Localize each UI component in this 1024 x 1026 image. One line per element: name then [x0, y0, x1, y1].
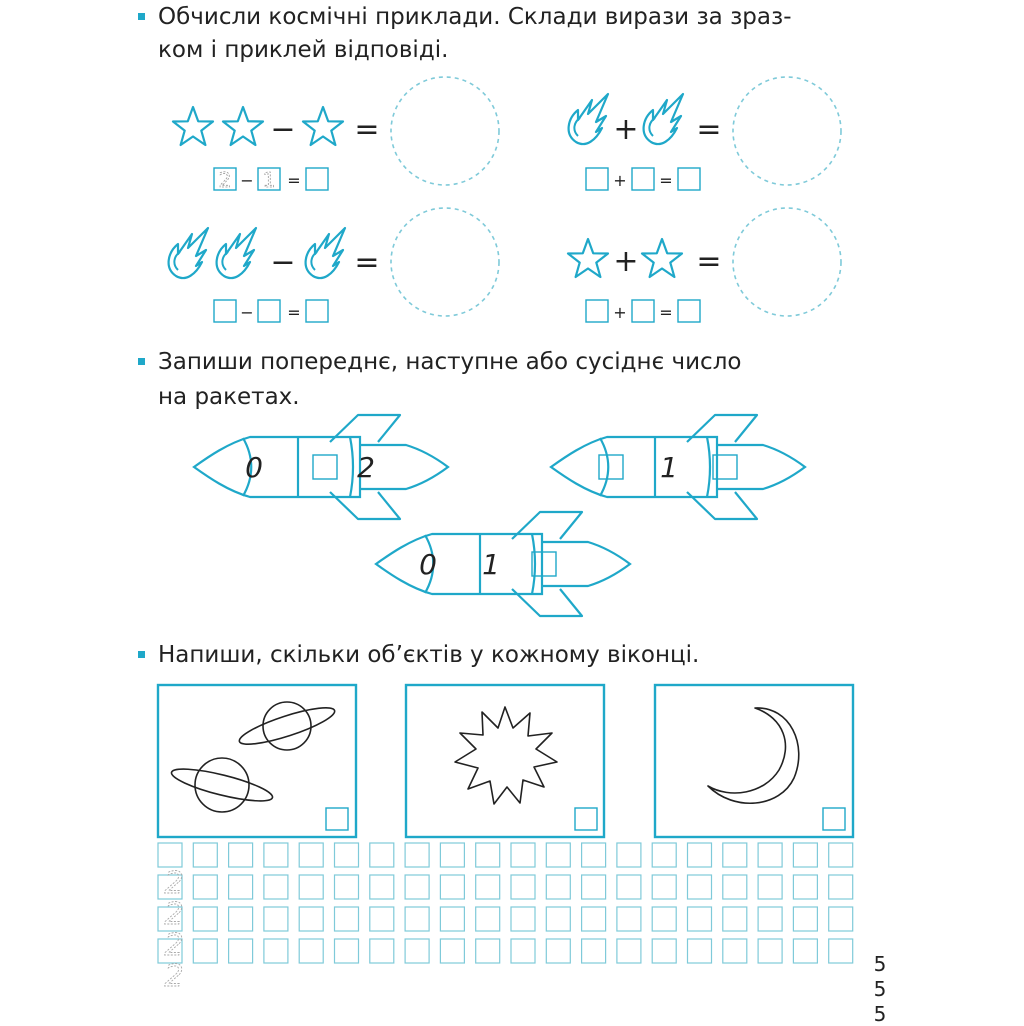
rocket-icon: [551, 415, 805, 519]
example-1: [173, 77, 499, 192]
task2-line1: Запиши попереднє, наступне або сусіднє число: [158, 349, 742, 375]
practice-cell[interactable]: [688, 875, 712, 899]
answer-box[interactable]: [313, 455, 337, 479]
practice-cell[interactable]: [335, 907, 359, 931]
practice-cell[interactable]: [405, 907, 429, 931]
answer-box[interactable]: [678, 300, 700, 322]
operator: −: [270, 245, 296, 280]
rocket-number: 0: [245, 451, 263, 484]
box-operator: +: [613, 303, 627, 322]
practice-cell[interactable]: [440, 875, 464, 899]
practice-cell[interactable]: [829, 907, 853, 931]
comet-icon: [569, 94, 608, 144]
sample-digit: 2: [218, 168, 232, 192]
practice-cell[interactable]: [723, 939, 747, 963]
practice-cell[interactable]: [193, 907, 217, 931]
practice-cell[interactable]: [440, 939, 464, 963]
answer-box[interactable]: [678, 168, 700, 190]
tracing-digit: 2: [164, 897, 184, 932]
box-operator: +: [613, 171, 627, 190]
practice-cell[interactable]: [758, 843, 782, 867]
practice-cell[interactable]: [758, 907, 782, 931]
equals-sign: =: [354, 245, 380, 280]
practice-cell[interactable]: [476, 939, 500, 963]
answer-box[interactable]: [632, 168, 654, 190]
practice-cell[interactable]: [723, 843, 747, 867]
practice-cell[interactable]: [652, 907, 676, 931]
star-icon: [303, 107, 343, 145]
star-icon: [568, 239, 608, 277]
answer-box[interactable]: [258, 300, 280, 322]
practice-cell[interactable]: [476, 843, 500, 867]
rocket-2: [551, 415, 805, 519]
practice-cell[interactable]: [511, 939, 535, 963]
page-number: 5: [873, 977, 887, 1001]
practice-cell[interactable]: [758, 875, 782, 899]
practice-cell[interactable]: [793, 939, 817, 963]
star-icon: [642, 239, 682, 277]
answer-box[interactable]: [632, 300, 654, 322]
equals-sign: =: [696, 244, 722, 279]
task3-line1: Напиши, скільки об’єктів у кожному віконці.: [158, 642, 700, 668]
frame-moon: [655, 685, 853, 837]
practice-cell[interactable]: [723, 907, 747, 931]
practice-cell[interactable]: [617, 875, 641, 899]
operator: +: [613, 244, 639, 279]
operator: +: [613, 112, 639, 147]
practice-cell[interactable]: [299, 875, 323, 899]
practice-cell[interactable]: [193, 939, 217, 963]
answer-box[interactable]: [214, 300, 236, 322]
practice-cell[interactable]: [299, 939, 323, 963]
practice-cell[interactable]: [370, 907, 394, 931]
practice-cell[interactable]: [370, 875, 394, 899]
comet-icon: [169, 228, 208, 278]
equals-sign: =: [354, 112, 380, 147]
equals-sign: =: [696, 112, 722, 147]
task1-line2: ком і приклей відповіді.: [158, 37, 449, 63]
practice-cell[interactable]: [546, 875, 570, 899]
practice-cell[interactable]: [793, 843, 817, 867]
rocket-3: [376, 512, 630, 616]
practice-cell[interactable]: [299, 907, 323, 931]
practice-cell[interactable]: [511, 843, 535, 867]
practice-grid: [158, 843, 853, 994]
box-operator: −: [240, 171, 254, 190]
answer-box[interactable]: [823, 808, 845, 830]
practice-cell[interactable]: [405, 939, 429, 963]
practice-cell[interactable]: [829, 939, 853, 963]
practice-cell[interactable]: [688, 939, 712, 963]
planet-icon: [169, 758, 275, 812]
example-4: [568, 208, 841, 322]
comet-icon: [217, 228, 256, 278]
box-equals: =: [287, 303, 301, 322]
practice-cell[interactable]: [758, 939, 782, 963]
practice-cell[interactable]: [582, 843, 606, 867]
practice-cell[interactable]: [476, 875, 500, 899]
practice-cell[interactable]: [476, 907, 500, 931]
star-icon: [173, 107, 213, 145]
page-number: 5: [873, 952, 887, 976]
practice-cell[interactable]: [617, 939, 641, 963]
page-number: 5: [873, 1002, 887, 1026]
answer-circle[interactable]: [391, 208, 499, 316]
practice-cell[interactable]: [652, 939, 676, 963]
rocket-number: 1: [482, 548, 500, 581]
practice-cell[interactable]: [370, 939, 394, 963]
practice-cell[interactable]: [688, 907, 712, 931]
frame-sun: [406, 685, 604, 837]
rocket-icon: [376, 512, 630, 616]
practice-cell[interactable]: [405, 875, 429, 899]
practice-cell[interactable]: [723, 875, 747, 899]
practice-cell[interactable]: [158, 843, 182, 867]
answer-box[interactable]: [586, 168, 608, 190]
practice-cell[interactable]: [264, 875, 288, 899]
practice-cell[interactable]: [193, 843, 217, 867]
answer-circle[interactable]: [733, 208, 841, 316]
practice-cell[interactable]: [264, 843, 288, 867]
practice-cell[interactable]: [617, 843, 641, 867]
tracing-digit: 2: [164, 959, 184, 994]
practice-cell[interactable]: [793, 875, 817, 899]
practice-cell[interactable]: [229, 907, 253, 931]
practice-cell[interactable]: [229, 939, 253, 963]
answer-box[interactable]: [306, 300, 328, 322]
box-operator: −: [240, 303, 254, 322]
practice-cell[interactable]: [511, 875, 535, 899]
comet-icon: [306, 228, 345, 278]
practice-cell[interactable]: [829, 843, 853, 867]
task2-line2: на ракетах.: [158, 384, 300, 410]
answer-box[interactable]: [575, 808, 597, 830]
box-equals: =: [287, 171, 301, 190]
practice-cell[interactable]: [546, 907, 570, 931]
practice-cell[interactable]: [440, 907, 464, 931]
answer-circle[interactable]: [733, 77, 841, 185]
practice-cell[interactable]: [405, 843, 429, 867]
rocket-number: 1: [660, 451, 678, 484]
box-equals: =: [659, 303, 673, 322]
example-2: [569, 77, 841, 190]
planet-icon: [236, 701, 337, 751]
practice-cell[interactable]: [793, 907, 817, 931]
practice-cell[interactable]: [370, 843, 394, 867]
star-icon: [223, 107, 263, 145]
practice-cell[interactable]: [335, 843, 359, 867]
operator: −: [270, 112, 296, 147]
rocket-1: [194, 415, 448, 519]
practice-cell[interactable]: [829, 875, 853, 899]
example-3: [169, 208, 499, 322]
box-equals: =: [659, 171, 673, 190]
practice-cell[interactable]: [652, 875, 676, 899]
practice-cell[interactable]: [688, 843, 712, 867]
practice-cell[interactable]: [511, 907, 535, 931]
practice-cell[interactable]: [440, 843, 464, 867]
sample-digit: 1: [262, 168, 276, 192]
practice-cell[interactable]: [229, 875, 253, 899]
practice-cell[interactable]: [546, 939, 570, 963]
frame-planets: [158, 685, 356, 837]
rocket-number: 2: [357, 451, 375, 484]
practice-cell[interactable]: [582, 875, 606, 899]
answer-box[interactable]: [586, 300, 608, 322]
practice-cell[interactable]: [299, 843, 323, 867]
practice-cell[interactable]: [582, 907, 606, 931]
practice-cell[interactable]: [335, 939, 359, 963]
practice-cell[interactable]: [264, 907, 288, 931]
task1-line1: Обчисли космічні приклади. Склади вирази за зраз-: [158, 4, 792, 30]
practice-cell[interactable]: [193, 875, 217, 899]
moon-icon: [708, 708, 799, 803]
practice-cell[interactable]: [652, 843, 676, 867]
tracing-digit: 2: [164, 928, 184, 963]
practice-cell[interactable]: [229, 843, 253, 867]
answer-circle[interactable]: [391, 77, 499, 185]
comet-icon: [644, 94, 683, 144]
sun-icon: [455, 707, 557, 804]
practice-cell[interactable]: [582, 939, 606, 963]
rocket-icon: [194, 415, 448, 519]
practice-cell[interactable]: [264, 939, 288, 963]
tracing-digit: 2: [164, 866, 184, 901]
answer-box[interactable]: [326, 808, 348, 830]
answer-box[interactable]: [599, 455, 623, 479]
practice-cell[interactable]: [617, 907, 641, 931]
practice-cell[interactable]: [546, 843, 570, 867]
practice-cell[interactable]: [335, 875, 359, 899]
rocket-number: 0: [419, 548, 437, 581]
answer-box[interactable]: [306, 168, 328, 190]
